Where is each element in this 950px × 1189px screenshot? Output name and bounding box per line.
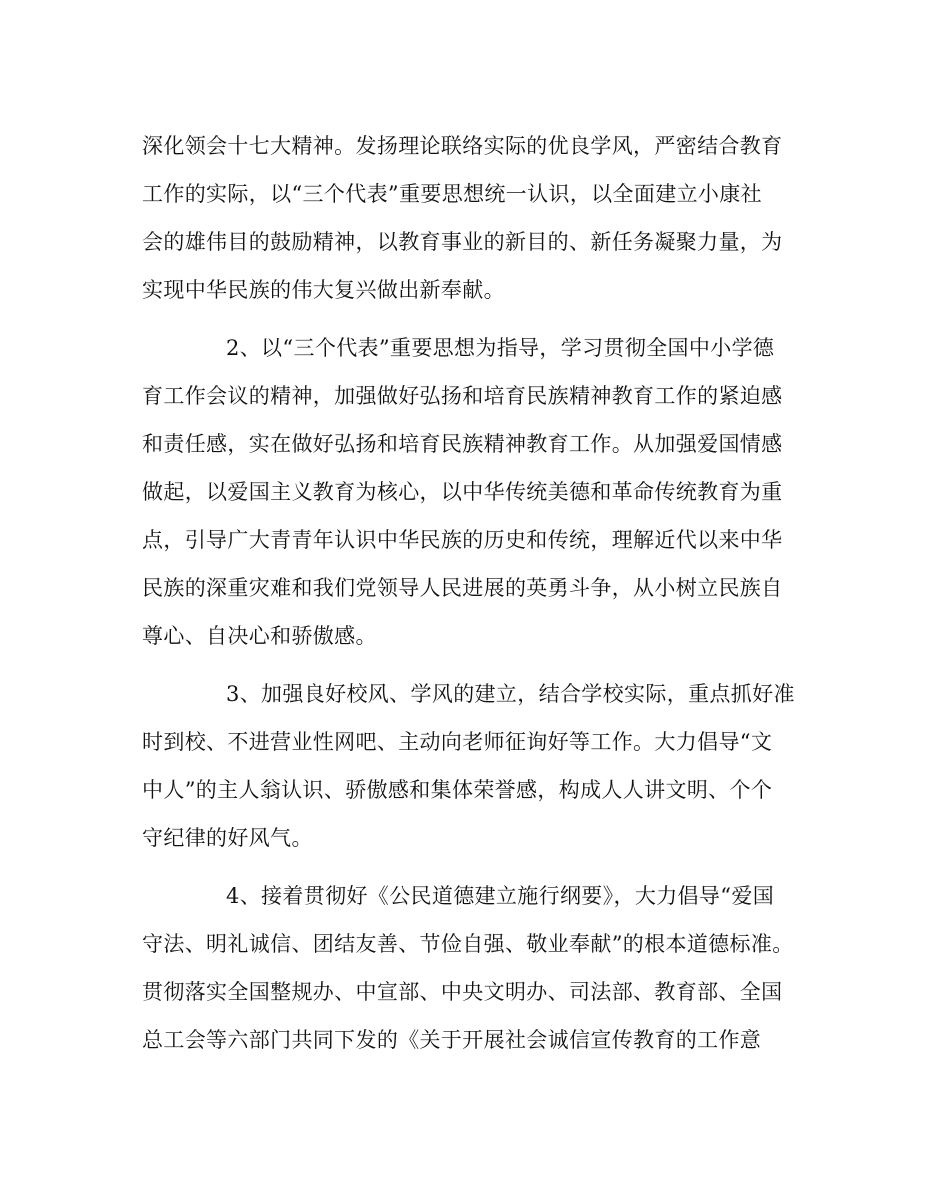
text-line: 会的雄伟目的鼓励精神，以教育事业的新目的、新任务凝聚力量，为 — [142, 230, 783, 254]
text-line: 做起，以爱国主义教育为核心，以中华传统美德和革命传统教育为重 — [142, 480, 783, 504]
document-body — [142, 122, 810, 1064]
paragraph-3 — [142, 670, 810, 862]
text-line: 守法、明礼诚信、团结友善、节俭自强、敬业奉献”的根本道德标准。 — [142, 932, 794, 956]
paragraph-spacer — [142, 314, 810, 324]
text-line: 和责任感，实在做好弘扬和培育民族精神教育工作。从加强爱国情感 — [142, 432, 783, 456]
text-line: 守纪律的好风气。 — [142, 826, 313, 850]
text-line: 工作的实际，以“三个代表”重要思想统一认识，以全面建立小康社 — [142, 182, 762, 206]
text-line: 育工作会议的精神，加强做好弘扬和培育民族精神教育工作的紧迫感 — [142, 384, 783, 408]
text-line: 贯彻落实全国整规办、中宣部、中央文明办、司法部、教育部、全国 — [142, 980, 783, 1004]
text-line: 点，引导广大青青年认识中华民族的历史和传统，理解近代以来中华 — [142, 528, 783, 552]
text-line: 中人”的主人翁认识、骄傲感和集体荣誉感，构成人人讲文明、个个 — [142, 778, 773, 802]
text-line: 民族的深重灾难和我们党领导人民进展的英勇斗争，从小树立民族自 — [142, 576, 783, 600]
paragraph-2 — [142, 324, 810, 660]
paragraph-spacer — [142, 862, 810, 872]
text-line: 实现中华民族的伟大复兴做出新奉献。 — [142, 278, 505, 302]
text-line: 深化领会十七大精神。发扬理论联络实际的优良学风，严密结合教育 — [142, 134, 783, 158]
paragraph-1 — [142, 122, 810, 314]
text-line: 2、以“三个代表”重要思想为指导，学习贯彻全国中小学德 — [226, 336, 775, 360]
text-line: 尊心、自决心和骄傲感。 — [142, 624, 377, 648]
paragraph-4 — [142, 872, 810, 1064]
text-line: 4、接着贯彻好《公民道德建立施行纲要》，大力倡导“爱国 — [226, 884, 775, 908]
text-line: 时到校、不进营业性网吧、主动向老师征询好等工作。大力倡导“文 — [142, 730, 773, 754]
text-line: 3、加强良好校风、学风的建立，结合学校实际，重点抓好准 — [226, 682, 795, 706]
text-line: 总工会等六部门共同下发的《关于开展社会诚信宣传教育的工作意 — [142, 1028, 762, 1052]
paragraph-spacer — [142, 660, 810, 670]
